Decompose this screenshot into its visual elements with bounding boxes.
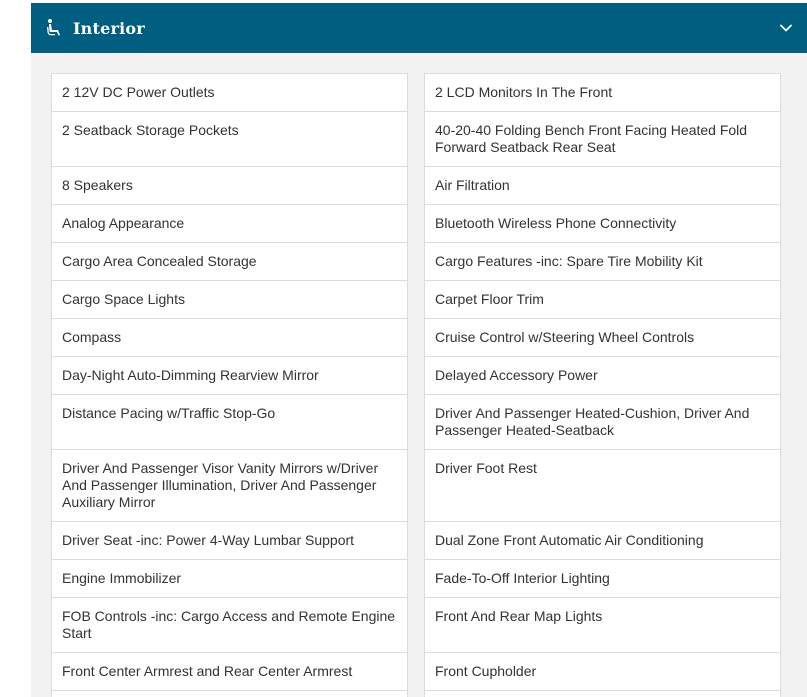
feature-item: Cargo Features -inc: Spare Tire Mobility Kit	[424, 242, 781, 280]
interior-section-header[interactable]	[31, 3, 807, 53]
feature-item: 2 Seatback Storage Pockets	[51, 111, 408, 166]
feature-item: Engine Immobilizer	[51, 559, 408, 597]
feature-item: Driver Foot Rest	[424, 449, 781, 521]
feature-item: Cargo Area Concealed Storage	[51, 242, 408, 280]
feature-item: FOB Controls -inc: Cargo Access and Remote Engine Start	[51, 597, 408, 652]
feature-item: Delayed Accessory Power	[424, 356, 781, 394]
feature-item: Distance Pacing w/Traffic Stop-Go	[51, 394, 408, 449]
features-column-right	[424, 73, 781, 697]
feature-item: Driver Seat -inc: Power 4-Way Lumbar Support	[51, 521, 408, 559]
feature-item	[51, 690, 408, 697]
feature-item: Cargo Space Lights	[51, 280, 408, 318]
feature-item: Front And Rear Map Lights	[424, 597, 781, 652]
feature-item: Day-Night Auto-Dimming Rearview Mirror	[51, 356, 408, 394]
feature-item: Cruise Control w/Steering Wheel Controls	[424, 318, 781, 356]
feature-item: Compass	[51, 318, 408, 356]
features-grid	[51, 73, 781, 697]
feature-item	[424, 690, 781, 697]
feature-item: Driver And Passenger Heated-Cushion, Driver And Passenger Heated-Seatback	[424, 394, 781, 449]
features-column-left	[51, 73, 408, 697]
interior-panel	[31, 3, 807, 697]
chevron-down-icon[interactable]	[779, 21, 793, 35]
feature-item: Fade-To-Off Interior Lighting	[424, 559, 781, 597]
feature-item: Bluetooth Wireless Phone Connectivity	[424, 204, 781, 242]
section-title: Interior	[73, 18, 145, 38]
feature-item: Front Cupholder	[424, 652, 781, 690]
feature-item: Front Center Armrest and Rear Center Armrest	[51, 652, 408, 690]
feature-item: Air Filtration	[424, 166, 781, 204]
feature-item: Analog Appearance	[51, 204, 408, 242]
feature-item: 8 Speakers	[51, 166, 408, 204]
feature-item: 2 LCD Monitors In The Front	[424, 73, 781, 111]
car-seat-icon	[45, 18, 65, 38]
feature-item: Dual Zone Front Automatic Air Conditioning	[424, 521, 781, 559]
feature-item: Carpet Floor Trim	[424, 280, 781, 318]
feature-item: 40-20-40 Folding Bench Front Facing Heated Fold Forward Seatback Rear Seat	[424, 111, 781, 166]
feature-item: 2 12V DC Power Outlets	[51, 73, 408, 111]
feature-item: Driver And Passenger Visor Vanity Mirrors w/Driver And Passenger Illumination, Driver And Passenger Auxiliary Mirror	[51, 449, 408, 521]
